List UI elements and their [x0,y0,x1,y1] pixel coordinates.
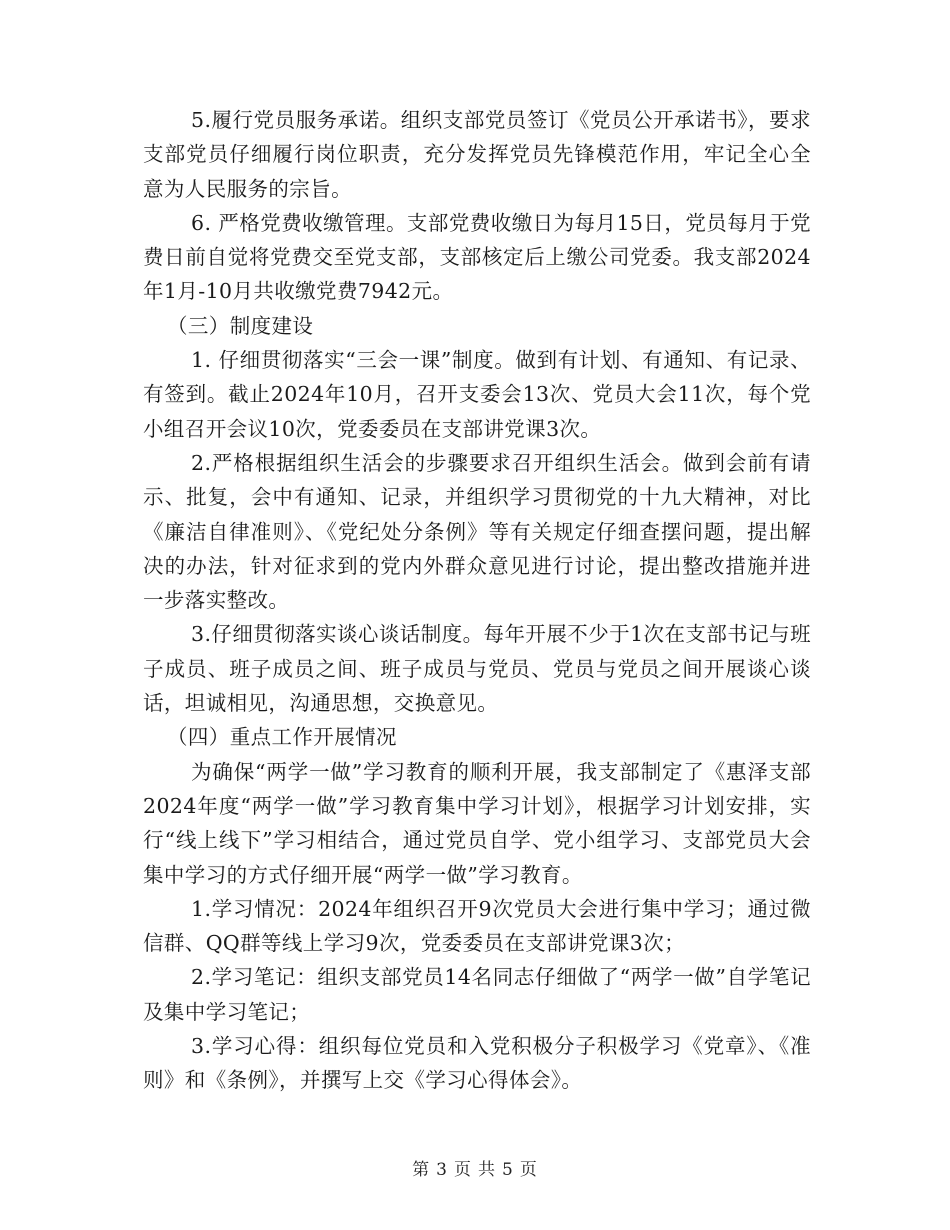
paragraph-system-2: 2.严格根据组织生活会的步骤要求召开组织生活会。做到会前有请示、批复，会中有通知、记录，并组织学习贯彻党的十九大精神，对比《廉洁自律准则》、《党纪处分条例》等有关规定仔细查摆问题，提出解决的办法，针对征求到的党内外群众意见进行讨论，提出整改措施并进一步落实整改。 [143,450,811,613]
page-number-current: 3 [436,1160,448,1180]
section-heading-4: （四）重点工作开展情况 [167,725,397,750]
document-body [143,103,811,1098]
footer-page-label: 页 [454,1160,472,1180]
paragraph-item-6: 6. 严格党费收缴管理。支部党费收缴日为每月15日，党员每月于党费日前自觉将党费交至党支部，支部核定后上缴公司党委。我支部2024年1月-10月共收缴党费7942元。 [143,210,811,304]
paragraph-study-notes: 2.学习笔记：组织支部党员14名同志仔细做了“两学一做”自学笔记及集中学习笔记； [143,965,811,1024]
footer-total-label: 共 [478,1160,496,1180]
paragraph-study-insights: 3.学习心得：组织每位党员和入党积极分子积极学习《党章》、《准则》和《条例》，并撰写上交《学习心得体会》。 [143,1034,811,1093]
page-footer [0,1155,950,1180]
paragraph-study-status: 1.学习情况：2024年组织召开9次党员大会进行集中学习；通过微信群、QQ群等线上学习9次，党委委员在支部讲党课3次； [143,896,811,956]
page-number-total: 5 [502,1160,514,1180]
paragraph-item-5: 5.履行党员服务承诺。组织支部党员签订《党员公开承诺书》，要求支部党员仔细履行岗位职责，充分发挥党员先锋模范作用，牢记全心全意为人民服务的宗旨。 [143,108,811,201]
footer-prefix: 第 [412,1160,431,1180]
section-heading-3: （三）制度建设 [167,313,314,338]
paragraph-system-3: 3.仔细贯彻落实谈心谈话制度。每年开展不少于1次在支部书记与班子成员、班子成员之间、班子成员与党员、党员与党员之间开展谈心谈话，坦诚相见，沟通思想，交换意见。 [143,622,811,716]
paragraph-system-1: 1. 仔细贯彻落实“三会一课”制度。做到有计划、有通知、有记录、有签到。截止2024年10月，召开支委会13次、党员大会11次，每个党小组召开会议10次，党委委员在支部讲党课3次。 [143,348,811,441]
paragraph-key-work-intro: 为确保“两学一做”学习教育的顺利开展，我支部制定了《惠泽支部2024年度“两学一做”学习教育集中学习计划》，根据学习计划安排，实行“线上线下”学习相结合，通过党员自学、党小组学习、支部党员大会集中学习的方式仔细开展“两学一做”学习教育。 [143,759,811,887]
footer-suffix: 页 [519,1160,538,1180]
